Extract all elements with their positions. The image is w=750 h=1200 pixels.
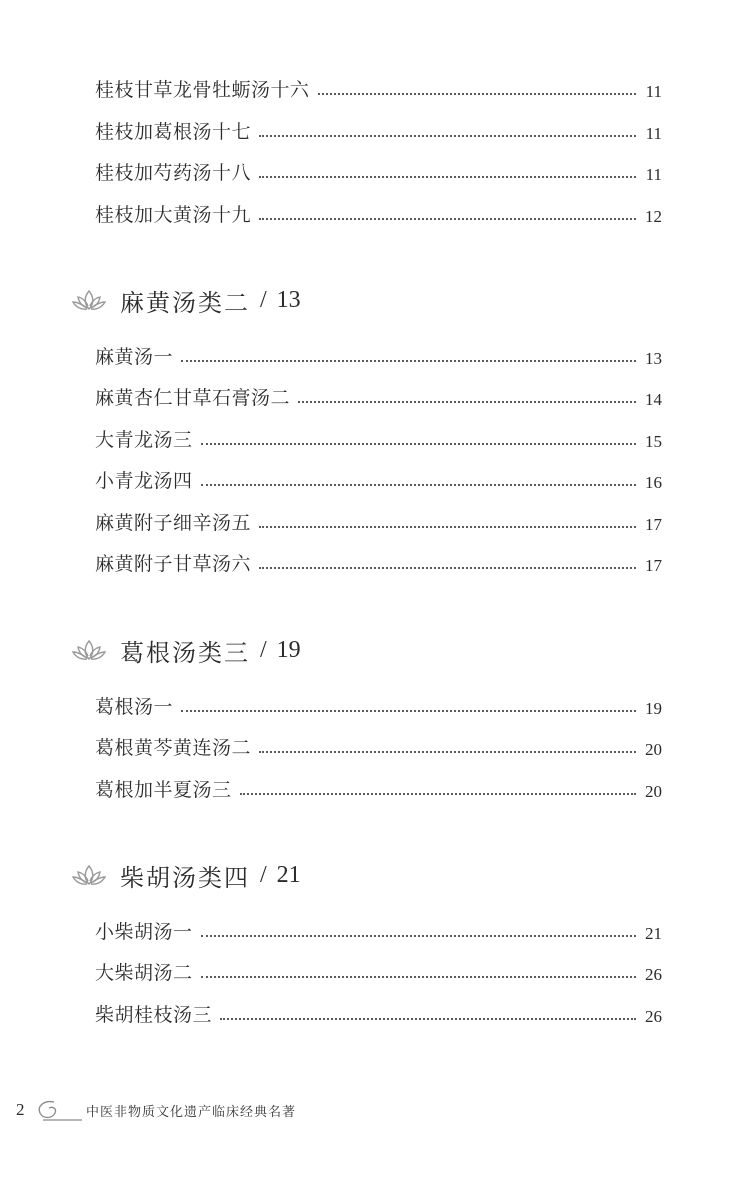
dot-leader xyxy=(181,710,636,712)
dot-leader xyxy=(220,1018,636,1020)
entry-title: 桂枝甘草龙骨牡蛎汤十六 xyxy=(95,79,310,101)
entry-title: 麻黄附子甘草汤六 xyxy=(95,553,252,575)
entry-page: 16 xyxy=(645,473,662,492)
section-title: 麻黄汤类二 xyxy=(120,288,250,317)
entry-title: 小柴胡汤一 xyxy=(95,921,193,943)
dot-leader xyxy=(318,93,636,95)
section-title: 柴胡汤类四 xyxy=(120,863,250,892)
entry-page: 19 xyxy=(645,699,662,718)
section-heading[interactable] xyxy=(72,857,301,893)
entry-title: 小青龙汤四 xyxy=(95,470,193,492)
dot-leader xyxy=(181,360,636,362)
dot-leader xyxy=(201,976,636,978)
entry-page: 20 xyxy=(645,740,662,759)
toc-entry[interactable] xyxy=(95,507,662,535)
swirl-icon xyxy=(34,1098,82,1124)
entry-title: 大青龙汤三 xyxy=(95,429,193,451)
dot-leader xyxy=(298,401,636,403)
section-page: 19 xyxy=(276,636,301,663)
toc-entry[interactable] xyxy=(95,999,662,1027)
dot-leader xyxy=(201,443,636,445)
toc-entry[interactable] xyxy=(95,548,662,576)
dot-leader xyxy=(201,484,636,486)
entry-page: 20 xyxy=(645,782,662,801)
toc-entry[interactable] xyxy=(95,916,662,944)
book-title: 中医非物质文化遗产临床经典名著 xyxy=(86,1105,297,1120)
toc-entry[interactable] xyxy=(95,157,662,185)
entry-title: 桂枝加大黄汤十九 xyxy=(95,204,252,226)
toc-entry[interactable] xyxy=(95,424,662,452)
dot-leader xyxy=(259,567,636,569)
entry-title: 葛根加半夏汤三 xyxy=(95,779,232,801)
dot-leader xyxy=(201,935,636,937)
entry-page: 11 xyxy=(645,165,662,184)
dot-leader xyxy=(259,751,636,753)
section-page: 13 xyxy=(276,286,301,313)
toc-entry[interactable] xyxy=(95,774,662,802)
toc-entry[interactable] xyxy=(95,382,662,410)
toc-entry[interactable] xyxy=(95,957,662,985)
entry-title: 大柴胡汤二 xyxy=(95,962,193,984)
entry-page: 11 xyxy=(645,124,662,143)
entry-page: 13 xyxy=(645,349,662,368)
entry-title: 桂枝加芍药汤十八 xyxy=(95,162,252,184)
entry-page: 21 xyxy=(645,924,662,943)
lotus-icon xyxy=(72,288,106,312)
entry-title: 麻黄杏仁甘草石膏汤二 xyxy=(95,387,291,409)
dot-leader xyxy=(259,218,636,220)
dot-leader xyxy=(259,176,636,178)
toc-entry[interactable] xyxy=(95,199,662,227)
section-heading[interactable] xyxy=(72,632,301,668)
section-heading[interactable] xyxy=(72,282,301,318)
entry-title: 麻黄汤一 xyxy=(95,346,174,368)
toc-entry[interactable] xyxy=(95,691,662,719)
section-separator: / xyxy=(260,636,267,663)
entry-page: 26 xyxy=(645,965,662,984)
entry-title: 葛根汤一 xyxy=(95,696,174,718)
dot-leader xyxy=(259,135,636,137)
toc-entry[interactable] xyxy=(95,732,662,760)
page-footer xyxy=(12,1096,352,1126)
entry-page: 14 xyxy=(645,390,662,409)
entry-page: 17 xyxy=(645,556,662,575)
entry-title: 麻黄附子细辛汤五 xyxy=(95,512,252,534)
section-page: 21 xyxy=(276,861,301,888)
lotus-icon xyxy=(72,863,106,887)
dot-leader xyxy=(240,793,636,795)
dot-leader xyxy=(259,526,636,528)
section-title: 葛根汤类三 xyxy=(120,638,250,667)
section-separator: / xyxy=(260,861,267,888)
toc-entry[interactable] xyxy=(95,74,662,102)
page-number: 2 xyxy=(16,1100,25,1119)
entry-page: 17 xyxy=(645,515,662,534)
entry-title: 桂枝加葛根汤十七 xyxy=(95,121,252,143)
entry-title: 葛根黄芩黄连汤二 xyxy=(95,737,252,759)
entry-page: 12 xyxy=(645,207,662,226)
toc-entry[interactable] xyxy=(95,341,662,369)
entry-title: 柴胡桂枝汤三 xyxy=(95,1004,213,1026)
section-separator: / xyxy=(260,286,267,313)
lotus-icon xyxy=(72,638,106,662)
entry-page: 11 xyxy=(645,82,662,101)
toc-entry[interactable] xyxy=(95,116,662,144)
toc-entry[interactable] xyxy=(95,465,662,493)
entry-page: 26 xyxy=(645,1007,662,1026)
entry-page: 15 xyxy=(645,432,662,451)
